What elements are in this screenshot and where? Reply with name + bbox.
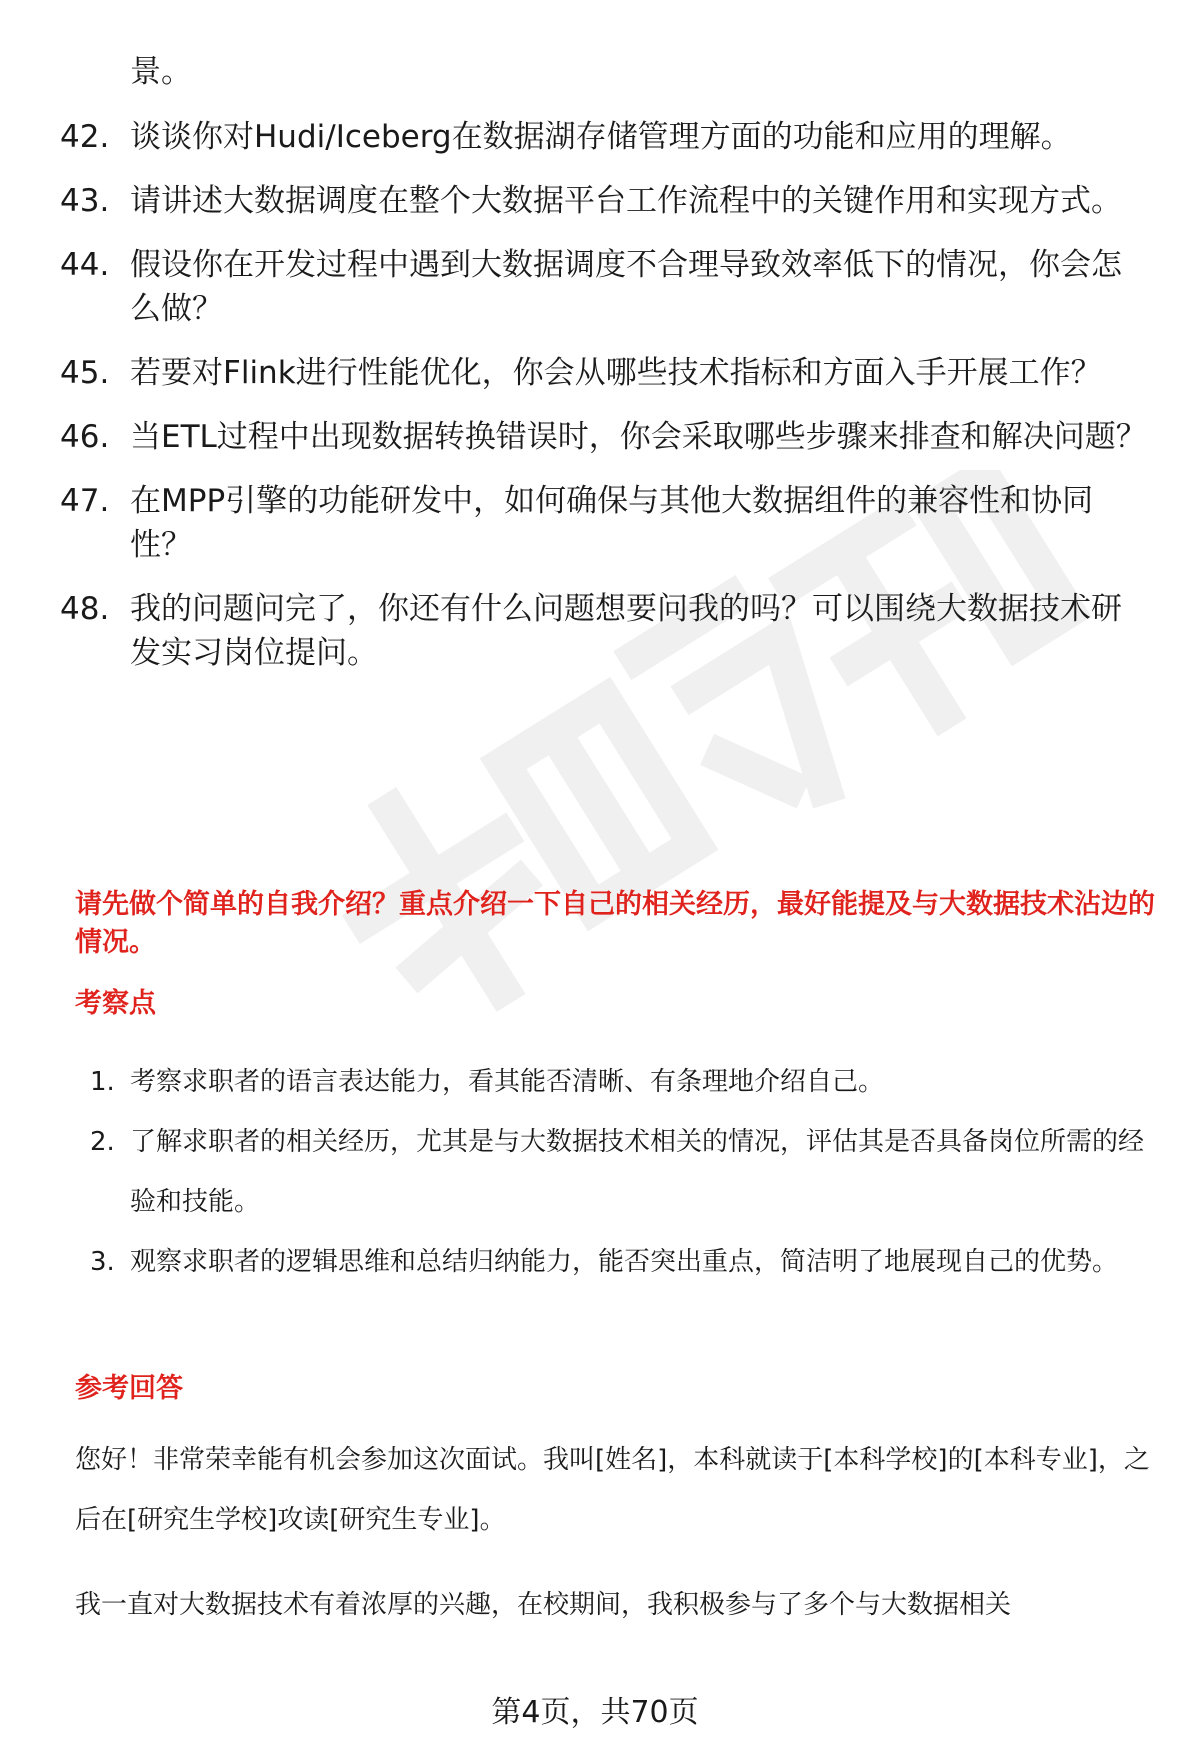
question-number: 48. (60, 591, 110, 627)
point-item (90, 1052, 1160, 1112)
point-item (90, 1112, 1160, 1232)
point-number: 3. (90, 1247, 115, 1277)
question-item (60, 243, 1150, 331)
question-text: 请讲述大数据调度在整个大数据平台工作流程中的关键作用和实现方式。 (130, 183, 1122, 219)
section-title-answer: 参考回答 (75, 1373, 183, 1404)
question-item (60, 587, 1150, 675)
point-item (90, 1232, 1160, 1292)
question-item (60, 351, 1150, 395)
point-number: 2. (90, 1127, 115, 1157)
answer-paragraph: 我一直对大数据技术有着浓厚的兴趣，在校期间，我积极参与了多个与大数据相关 (75, 1590, 1012, 1620)
question-item (60, 479, 1150, 567)
highlight-question: 请先做个简单的自我介绍？重点介绍一下自己的相关经历，最好能提及与大数据技术沾边的情况。 (75, 889, 1155, 958)
question-number: 45. (60, 355, 110, 391)
question-text: 假设你在开发过程中遇到大数据调度不合理导致效率低下的情况，你会怎么做？ (130, 247, 1122, 327)
page-footer: 第4页，共70页 (491, 1695, 699, 1730)
question-number: 42. (60, 119, 110, 155)
question-number: 47. (60, 483, 110, 519)
continuation-text: 景。 (130, 54, 192, 90)
question-number: 46. (60, 419, 110, 455)
point-number: 1. (90, 1067, 115, 1097)
question-item (60, 115, 1150, 159)
question-text: 我的问题问完了，你还有什么问题想要问我的吗？可以围绕大数据技术研发实习岗位提问。 (130, 591, 1122, 671)
question-number: 44. (60, 247, 110, 283)
question-item (60, 415, 1150, 459)
point-text: 了解求职者的相关经历，尤其是与大数据技术相关的情况，评估其是否具备岗位所需的经验和技能。 (130, 1127, 1145, 1217)
question-list (60, 115, 1150, 695)
section-title-points: 考察点 (75, 988, 156, 1019)
answer-paragraph: 您好！非常荣幸能有机会参加这次面试。我叫[姓名]，本科就读于[本科学校]的[本科专业]，之后在[研究生学校]攻读[研究生专业]。 (75, 1445, 1150, 1535)
question-text: 谈谈你对Hudi/Iceberg在数据湖存储管理方面的功能和应用的理解。 (130, 119, 1072, 155)
point-text: 观察求职者的逻辑思维和总结归纳能力，能否突出重点，简洁明了地展现自己的优势。 (130, 1247, 1119, 1277)
question-text: 若要对Flink进行性能优化，你会从哪些技术指标和方面入手开展工作？ (130, 355, 1102, 391)
assessment-points (90, 1052, 1160, 1292)
point-text: 考察求职者的语言表达能力，看其能否清晰、有条理地介绍自己。 (130, 1067, 885, 1097)
question-text: 当ETL过程中出现数据转换错误时，你会采取哪些步骤来排查和解决问题？ (130, 419, 1147, 455)
question-text: 在MPP引擎的功能研发中，如何确保与其他大数据组件的兼容性和协同性？ (130, 483, 1094, 563)
question-item (60, 179, 1150, 223)
question-number: 43. (60, 183, 110, 219)
